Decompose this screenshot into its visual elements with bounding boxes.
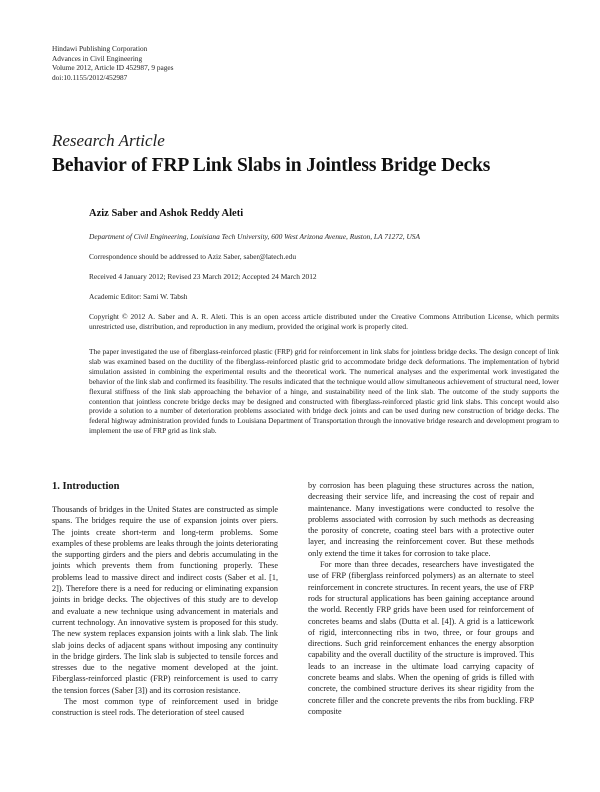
article-type: Research Article <box>52 131 165 150</box>
copyright-notice: Copyright © 2012 A. Saber and A. R. Aleti. This is an open access article distributed under the Creative Commons Attribution License, which permits unrestricted use, distribution, and reproduction in any medium, provided the original work is properly cited. <box>89 312 559 331</box>
article-title: Behavior of FRP Link Slabs in Jointless Bridge Decks <box>52 155 491 176</box>
correspondence: Correspondence should be addressed to Aziz Saber, saber@latech.edu <box>89 252 297 261</box>
affiliation: Department of Civil Engineering, Louisiana Tech University, 600 West Arizona Avenue, Ruston, LA 71272, USA <box>89 232 420 241</box>
doi-line[interactable]: doi:10.1155/2012/452987 <box>52 72 128 82</box>
section-heading-introduction: 1. Introduction <box>52 481 120 492</box>
journal-line: Advances in Civil Engineering <box>52 53 143 63</box>
paragraph: Thousands of bridges in the United States are constructed as simple spans. The bridges require the use of expansion joints over piers. The joints create short-term and long-term problems. Some examples of these problems are leaks through the joints deteriorating the supporting girders and the piers and debris accumulating in the joints which prevents them from functioning properly. These problems lead to massive direct and indirect costs (Saber et al. [1, 2]). Therefore there is a need for reducing or eliminating expansion joints in bridge decks. The objectives of this study are to develop and evaluate a new technique using advancement in materials and current technology. An innovative system is proposed for this study. The new system replaces expansion joints with a link slab. The link slab joins decks of adjacent spans without imposing any continuity in the bridge girders. The link slab is subjected to tensile forces and stresses due to the negative moment developed at the joint. Fiberglass-reinforced plastic (FRP) reinforcement is used to carry the tension forces (Saber [3]) and its corrosion resistance. <box>52 505 278 695</box>
publisher-line: Hindawi Publishing Corporation <box>52 44 148 53</box>
paragraph: The most common type of reinforcement used in bridge construction is steel rods. The deterioration of steel caused <box>52 697 278 718</box>
right-column <box>308 480 534 717</box>
article-dates: Received 4 January 2012; Revised 23 March 2012; Accepted 24 March 2012 <box>89 272 317 281</box>
paragraph: by corrosion has been plaguing these structures across the nation, decreasing their service life, and increasing the cost of repair and maintenance. Many investigations were conducted to resolve the problems associated with corrosion by such methods as decreasing the porosity of concrete, coating steel bars with a protective outer layer, and increasing the reinforcement cover. But these methods only extend the time it takes for corrosion to take place. <box>308 481 534 558</box>
academic-editor: Academic Editor: Sami W. Tabsh <box>89 292 188 301</box>
authors: Aziz Saber and Ashok Reddy Aleti <box>89 208 244 219</box>
left-column <box>52 480 278 719</box>
volume-line: Volume 2012, Article ID 452987, 9 pages <box>52 63 174 73</box>
journal-header <box>52 44 173 82</box>
paragraph: For more than three decades, researchers have investigated the use of FRP (fiberglass reinforced polymers) as an alternate to steel reinforcement in concrete structures. In recent years, the use of FRP rods for structural applications has been gaining acceptance around the world. Recently FRP grids have been used for reinforcement of concretes beams and slabs (Dutta et al. [4]). A grid is a latticework of rigid, interconnecting ribs in two, three, or four groups and directions. Such grid reinforcement enhances the energy absorption capability and the overall ductility of the structure is improved. This leads to an increase in the ultimate load carrying capacity of concrete beams and slabs. When the opening of grids is filled with concrete, the combined structure derives its shear rigidity from the concrete filler and the concrete prevents the ribs from buckling. FRP composite <box>308 560 534 716</box>
abstract: The paper investigated the use of fiberglass-reinforced plastic (FRP) grid for reinforcement in link slabs for jointless bridge decks. The design concept of link slab was examined based on the ductility of the fiberglass-reinforced plastic grid to accommodate bridge deck deformations. The implementation of hybrid simulation assisted in combining the experimental results and the theoretical work. The numerical analyses and the experimental work investigated the behavior of the link slab and confirmed its feasibility. The results indicated that the technique would allow simultaneous achievement of structural need, lower flexural stiffness of the link slab approaching the behavior of a hinge, and sustainability need of the link slab. The outcome of the study supports the contention that jointless concrete bridge decks may be designed and constructed with fiberglass-reinforced plastic grid link slabs. This concept would also provide a solution to a number of deterioration problems associated with bridge deck joints and can be used during new construction of bridge decks. The federal highway administration provided funds to Louisiana Department of Transportation through the innovative bridge research and development program to implement the use of FRP grid as link slab. <box>89 347 560 436</box>
